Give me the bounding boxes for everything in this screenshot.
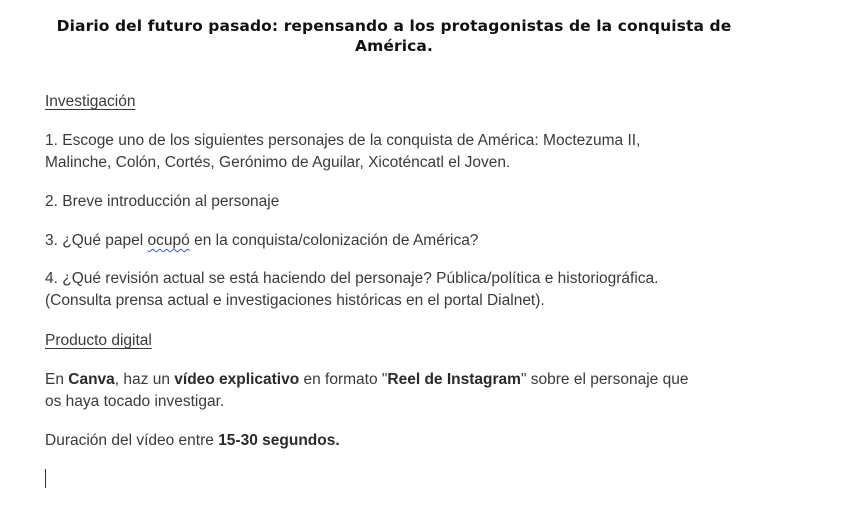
document-title — [40, 16, 748, 56]
title-line-1: Diario del futuro pasado: repensando a los protagonistas de la conquista de — [56, 17, 732, 35]
list-item-3-text-a: 3. ¿Qué papel — [45, 232, 148, 249]
product-text-2: , haz un — [114, 371, 175, 388]
product-bold-canva: Canva — [68, 371, 115, 388]
list-item-4-line-1: 4. ¿Qué revisión actual se está haciendo del personaje? Pública/política e historiográfica. — [45, 270, 659, 287]
title-line-2: América. — [355, 37, 433, 55]
duration-text: Duración del vídeo entre — [45, 432, 219, 449]
duration-paragraph — [45, 430, 340, 452]
product-paragraph-line-2: os haya tocado investigar. — [45, 393, 225, 410]
product-text-3: en formato " — [299, 371, 388, 388]
section-heading-producto-digital: Producto digital — [45, 332, 152, 349]
product-bold-video: vídeo explicativo — [174, 371, 300, 388]
list-item-1 — [45, 130, 640, 174]
product-paragraph — [45, 369, 688, 413]
list-item-1-line-2: Malinche, Colón, Cortés, Gerónimo de Aguilar, Xicoténcatl el Joven. — [45, 154, 511, 171]
list-item-3 — [45, 230, 478, 252]
list-item-4-line-2: (Consulta prensa actual e investigaciones históricas en el portal Dialnet). — [45, 292, 545, 309]
list-item-1-line-1: 1. Escoge uno de los siguientes personajes de la conquista de América: Moctezuma II, — [45, 132, 641, 149]
product-bold-reel: Reel de Instagram — [387, 371, 521, 388]
product-paragraph-line-1 — [45, 369, 688, 391]
list-item-3-text-b: en la conquista/colonización de América? — [189, 232, 479, 249]
product-text-1: En — [45, 371, 69, 388]
product-text-4: " sobre el personaje que — [520, 371, 689, 388]
spellcheck-flagged-word[interactable]: ocupó — [147, 232, 190, 249]
list-item-2: 2. Breve introducción al personaje — [45, 193, 280, 210]
duration-bold: 15-30 segundos. — [218, 432, 340, 449]
list-item-4 — [45, 268, 658, 312]
text-cursor — [45, 469, 46, 488]
section-heading-investigacion: Investigación — [45, 93, 136, 110]
